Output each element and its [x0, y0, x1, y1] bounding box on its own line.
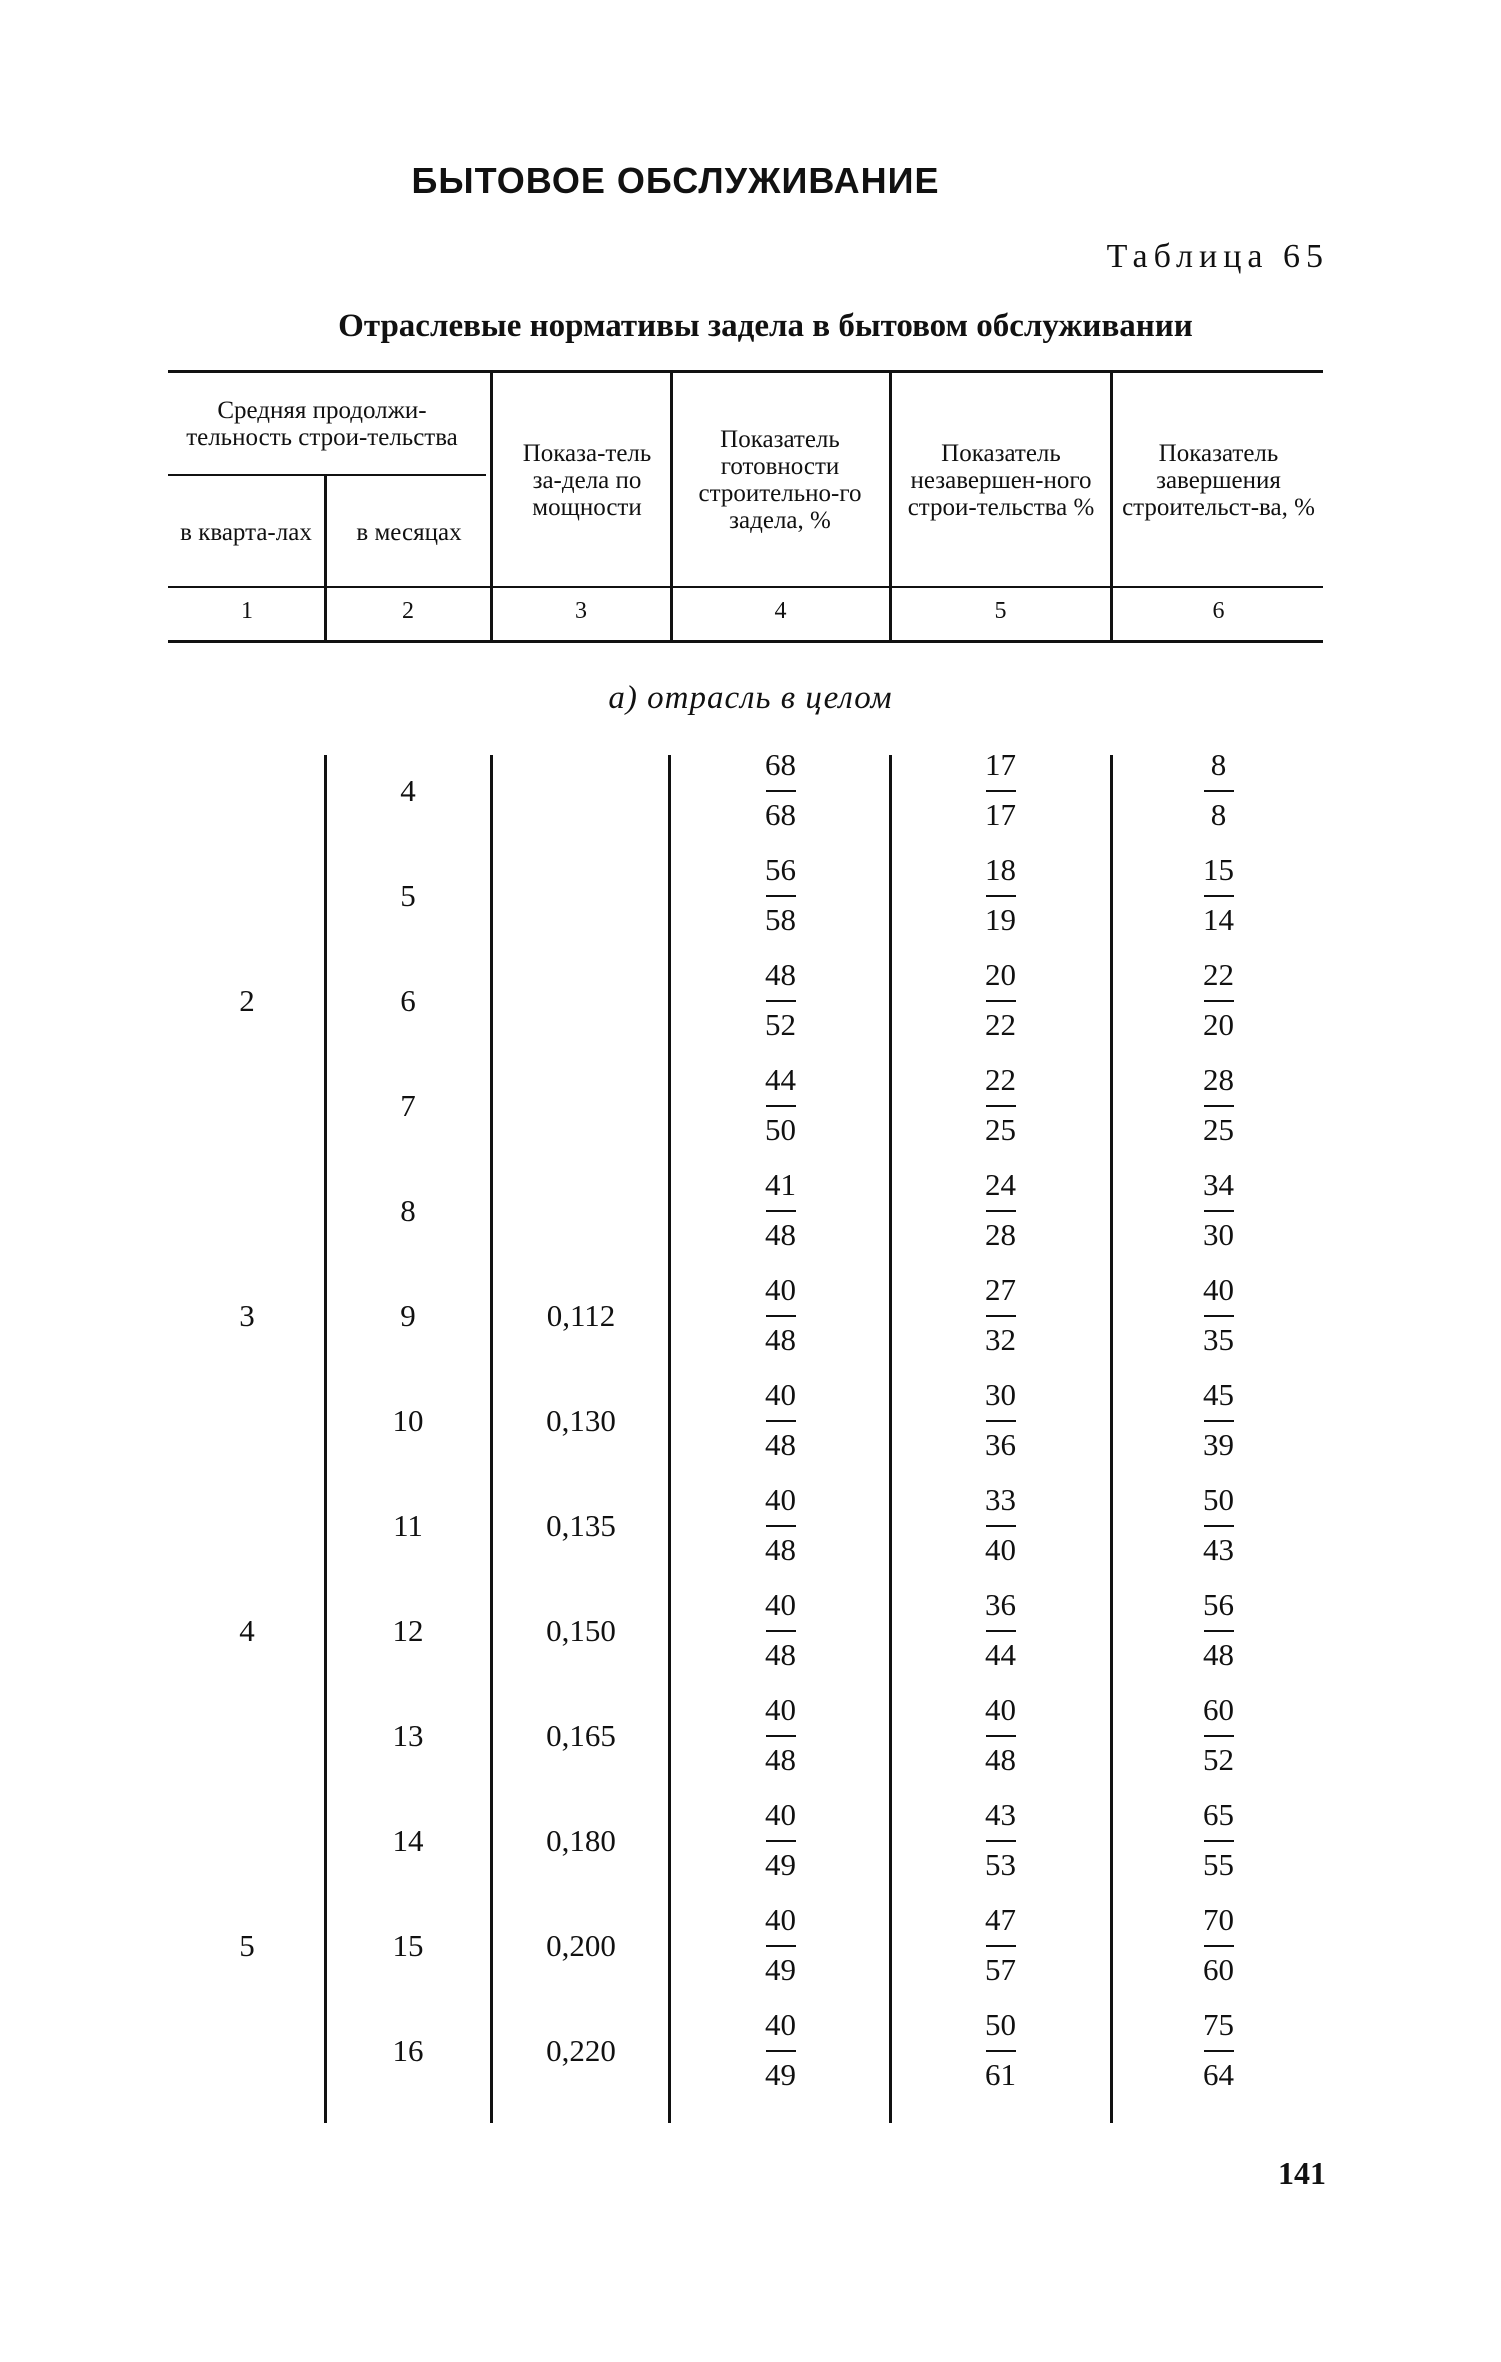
- body-divider-5: [1110, 755, 1113, 2123]
- fraction-bar: [986, 1420, 1016, 1422]
- fraction-denominator: 49: [765, 1952, 796, 1987]
- header-unfinished: Показатель незавершен-ного строи-тельства %: [907, 439, 1095, 521]
- fraction-bar: [1204, 1840, 1234, 1842]
- table-caption: Отраслевые нормативы задела в бытовом обслуживании: [338, 308, 1193, 344]
- fraction-readiness: [674, 1796, 887, 1884]
- body-divider-1: [324, 755, 327, 2123]
- header-divider-2: [490, 372, 493, 640]
- fraction-bar: [1204, 1210, 1234, 1212]
- fraction-completion: [1114, 2006, 1323, 2094]
- fraction-numerator: 40: [765, 1482, 796, 1517]
- fraction-bar: [986, 1210, 1016, 1212]
- subsection-title: а) отрасль в целом: [608, 680, 893, 716]
- colnum-bottom-rule: [168, 640, 1323, 643]
- fraction-numerator: 30: [985, 1377, 1016, 1412]
- fraction-numerator: 40: [1203, 1272, 1234, 1307]
- fraction-denominator: 52: [1203, 1742, 1234, 1777]
- fraction-bar: [766, 1945, 796, 1947]
- fraction-bar: [986, 1315, 1016, 1317]
- fraction-numerator: 41: [765, 1167, 796, 1202]
- fraction-bar: [766, 1000, 796, 1002]
- fraction-completion: [1114, 1586, 1323, 1674]
- fraction-numerator: 8: [1210, 747, 1227, 782]
- fraction-numerator: 22: [985, 1062, 1016, 1097]
- cell-months: 15: [392, 1928, 424, 1963]
- fraction-denominator: 58: [765, 902, 796, 937]
- fraction-denominator: 36: [985, 1427, 1016, 1462]
- header-group-rule: [168, 474, 486, 476]
- cell-capacity: 0,165: [546, 1718, 616, 1753]
- fraction-denominator: 44: [985, 1637, 1016, 1672]
- fraction-unfinished: [893, 851, 1108, 939]
- fraction-denominator: 30: [1203, 1217, 1234, 1252]
- header-divider-1: [324, 476, 327, 640]
- fraction-numerator: 20: [985, 957, 1016, 992]
- fraction-bar: [1204, 790, 1234, 792]
- fraction-bar: [766, 895, 796, 897]
- fraction-numerator: 40: [765, 1377, 796, 1412]
- column-number: 6: [1212, 598, 1225, 624]
- fraction-completion: [1114, 851, 1323, 939]
- fraction-denominator: 40: [985, 1532, 1016, 1567]
- fraction-completion: [1114, 956, 1323, 1044]
- fraction-denominator: 35: [1203, 1322, 1234, 1357]
- fraction-numerator: 40: [985, 1692, 1016, 1727]
- cell-capacity: 0,220: [546, 2033, 616, 2068]
- header-capacity: Показа-тель за-дела по мощности: [522, 439, 652, 521]
- fraction-numerator: 50: [1203, 1482, 1234, 1517]
- fraction-bar: [1204, 1000, 1234, 1002]
- fraction-denominator: 48: [765, 1742, 796, 1777]
- fraction-readiness: [674, 851, 887, 939]
- fraction-numerator: 45: [1203, 1377, 1234, 1412]
- fraction-denominator: 50: [765, 1112, 796, 1147]
- fraction-bar: [766, 2050, 796, 2052]
- fraction-completion: [1114, 1271, 1323, 1359]
- fraction-readiness: [674, 2006, 887, 2094]
- fraction-numerator: 33: [985, 1482, 1016, 1517]
- column-number: 5: [994, 598, 1007, 624]
- fraction-unfinished: [893, 1376, 1108, 1464]
- fraction-numerator: 27: [985, 1272, 1016, 1307]
- fraction-bar: [1204, 2050, 1234, 2052]
- fraction-denominator: 48: [1203, 1637, 1234, 1672]
- fraction-bar: [1204, 1735, 1234, 1737]
- cell-months: 16: [392, 2033, 424, 2068]
- fraction-numerator: 44: [765, 1062, 796, 1097]
- header-completion: Показатель завершения строительст-ва, %: [1122, 439, 1315, 521]
- fraction-numerator: 18: [985, 852, 1016, 887]
- fraction-denominator: 48: [765, 1322, 796, 1357]
- cell-months: 5: [400, 878, 416, 913]
- cell-quarters: 5: [239, 1928, 255, 1963]
- fraction-bar: [986, 1000, 1016, 1002]
- fraction-denominator: 25: [1203, 1112, 1234, 1147]
- fraction-unfinished: [893, 1271, 1108, 1359]
- fraction-numerator: 40: [765, 1587, 796, 1622]
- fraction-completion: [1114, 1061, 1323, 1149]
- fraction-unfinished: [893, 956, 1108, 1044]
- fraction-denominator: 39: [1203, 1427, 1234, 1462]
- fraction-denominator: 20: [1203, 1007, 1234, 1042]
- fraction-bar: [986, 1735, 1016, 1737]
- fraction-unfinished: [893, 1586, 1108, 1674]
- fraction-numerator: 36: [985, 1587, 1016, 1622]
- fraction-readiness: [674, 1691, 887, 1779]
- fraction-denominator: 48: [765, 1427, 796, 1462]
- fraction-numerator: 28: [1203, 1062, 1234, 1097]
- cell-months: 13: [392, 1718, 424, 1753]
- cell-months: 4: [400, 773, 416, 808]
- fraction-numerator: 40: [765, 2007, 796, 2042]
- fraction-denominator: 61: [985, 2057, 1016, 2092]
- cell-capacity: 0,130: [546, 1403, 616, 1438]
- header-divider-3: [670, 372, 673, 640]
- fraction-completion: [1114, 1376, 1323, 1464]
- fraction-denominator: 53: [985, 1847, 1016, 1882]
- column-number: 4: [774, 598, 787, 624]
- cell-quarters: 4: [239, 1613, 255, 1648]
- fraction-numerator: 15: [1203, 852, 1234, 887]
- fraction-numerator: 56: [1203, 1587, 1234, 1622]
- fraction-numerator: 70: [1203, 1902, 1234, 1937]
- fraction-numerator: 34: [1203, 1167, 1234, 1202]
- fraction-bar: [986, 1630, 1016, 1632]
- fraction-denominator: 19: [985, 902, 1016, 937]
- section-title: БЫТОВОЕ ОБСЛУЖИВАНИЕ: [411, 160, 940, 201]
- fraction-readiness: [674, 746, 887, 834]
- fraction-unfinished: [893, 1481, 1108, 1569]
- column-number: 3: [575, 598, 587, 624]
- fraction-denominator: 17: [985, 797, 1016, 832]
- fraction-bar: [766, 1840, 796, 1842]
- cell-months: 7: [400, 1088, 416, 1123]
- fraction-numerator: 43: [985, 1797, 1016, 1832]
- fraction-bar: [1204, 1945, 1234, 1947]
- fraction-completion: [1114, 746, 1323, 834]
- fraction-denominator: 49: [765, 1847, 796, 1882]
- fraction-bar: [1204, 895, 1234, 897]
- fraction-readiness: [674, 1901, 887, 1989]
- fraction-denominator: 22: [985, 1007, 1016, 1042]
- fraction-denominator: 64: [1203, 2057, 1234, 2092]
- fraction-readiness: [674, 1376, 887, 1464]
- cell-quarters: 2: [239, 983, 255, 1018]
- column-number: 1: [241, 598, 253, 624]
- fraction-bar: [1204, 1525, 1234, 1527]
- fraction-denominator: 25: [985, 1112, 1016, 1147]
- fraction-numerator: 47: [985, 1902, 1016, 1937]
- fraction-bar: [1204, 1105, 1234, 1107]
- fraction-denominator: 52: [765, 1007, 796, 1042]
- fraction-bar: [986, 1840, 1016, 1842]
- header-top-rule: [168, 370, 1323, 373]
- fraction-completion: [1114, 1166, 1323, 1254]
- fraction-bar: [766, 1105, 796, 1107]
- column-number: 2: [402, 598, 414, 624]
- cell-months: 11: [393, 1508, 423, 1543]
- fraction-bar: [986, 1105, 1016, 1107]
- fraction-denominator: 48: [765, 1532, 796, 1567]
- body-divider-2: [490, 755, 493, 2123]
- fraction-numerator: 40: [765, 1902, 796, 1937]
- fraction-numerator: 65: [1203, 1797, 1234, 1832]
- fraction-numerator: 17: [985, 747, 1016, 782]
- cell-months: 14: [392, 1823, 424, 1858]
- header-readiness: Показатель готовности строительно-го задела, %: [698, 426, 862, 534]
- fraction-unfinished: [893, 1901, 1108, 1989]
- fraction-completion: [1114, 1901, 1323, 1989]
- fraction-numerator: 48: [765, 957, 796, 992]
- fraction-unfinished: [893, 1691, 1108, 1779]
- fraction-denominator: 48: [765, 1637, 796, 1672]
- cell-months: 12: [392, 1613, 424, 1648]
- fraction-readiness: [674, 956, 887, 1044]
- cell-quarters: 3: [239, 1298, 255, 1333]
- fraction-readiness: [674, 1481, 887, 1569]
- cell-months: 9: [400, 1298, 416, 1333]
- fraction-denominator: 48: [985, 1742, 1016, 1777]
- fraction-bar: [986, 790, 1016, 792]
- fraction-numerator: 40: [765, 1692, 796, 1727]
- header-divider-5: [1110, 372, 1113, 640]
- fraction-completion: [1114, 1796, 1323, 1884]
- fraction-bar: [766, 1315, 796, 1317]
- cell-months: 10: [392, 1403, 424, 1438]
- fraction-bar: [766, 790, 796, 792]
- cell-capacity: 0,135: [546, 1508, 616, 1543]
- fraction-bar: [766, 1630, 796, 1632]
- fraction-unfinished: [893, 2006, 1108, 2094]
- fraction-numerator: 40: [765, 1797, 796, 1832]
- fraction-denominator: 57: [985, 1952, 1016, 1987]
- fraction-bar: [766, 1420, 796, 1422]
- fraction-bar: [986, 1525, 1016, 1527]
- cell-capacity: 0,180: [546, 1823, 616, 1858]
- fraction-unfinished: [893, 746, 1108, 834]
- fraction-numerator: 56: [765, 852, 796, 887]
- body-divider-3: [668, 755, 671, 2123]
- fraction-readiness: [674, 1271, 887, 1359]
- fraction-denominator: 55: [1203, 1847, 1234, 1882]
- fraction-denominator: 43: [1203, 1532, 1234, 1567]
- fraction-bar: [1204, 1630, 1234, 1632]
- cell-months: 8: [400, 1193, 416, 1228]
- page-number: 141: [1278, 2155, 1326, 2191]
- fraction-numerator: 60: [1203, 1692, 1234, 1727]
- fraction-denominator: 60: [1203, 1952, 1234, 1987]
- header-months: в месяцах: [356, 518, 462, 546]
- fraction-denominator: 48: [765, 1217, 796, 1252]
- fraction-denominator: 49: [765, 2057, 796, 2092]
- fraction-denominator: 14: [1203, 902, 1234, 937]
- fraction-bar: [986, 1945, 1016, 1947]
- fraction-numerator: 75: [1203, 2007, 1234, 2042]
- fraction-unfinished: [893, 1166, 1108, 1254]
- fraction-bar: [1204, 1315, 1234, 1317]
- body-divider-4: [889, 755, 892, 2123]
- fraction-bar: [986, 895, 1016, 897]
- fraction-numerator: 24: [985, 1167, 1016, 1202]
- header-bottom-rule: [168, 586, 1323, 588]
- fraction-numerator: 50: [985, 2007, 1016, 2042]
- cell-capacity: 0,112: [546, 1298, 616, 1333]
- fraction-bar: [986, 2050, 1016, 2052]
- fraction-readiness: [674, 1061, 887, 1149]
- fraction-unfinished: [893, 1796, 1108, 1884]
- fraction-bar: [766, 1735, 796, 1737]
- cell-capacity: 0,200: [546, 1928, 616, 1963]
- fraction-numerator: 40: [765, 1272, 796, 1307]
- header-duration-group: Средняя продолжи-тельность строи-тельства: [186, 397, 458, 451]
- header-quarters: в кварта-лах: [180, 518, 312, 546]
- fraction-readiness: [674, 1166, 887, 1254]
- fraction-numerator: 22: [1203, 957, 1234, 992]
- fraction-denominator: 8: [1210, 797, 1227, 832]
- cell-months: 6: [400, 983, 416, 1018]
- table-label: Таблица 65: [1106, 238, 1329, 275]
- fraction-denominator: 68: [765, 797, 796, 832]
- header-divider-4: [889, 372, 892, 640]
- fraction-completion: [1114, 1691, 1323, 1779]
- fraction-bar: [766, 1525, 796, 1527]
- fraction-denominator: 32: [985, 1322, 1016, 1357]
- fraction-unfinished: [893, 1061, 1108, 1149]
- fraction-readiness: [674, 1586, 887, 1674]
- fraction-bar: [766, 1210, 796, 1212]
- fraction-completion: [1114, 1481, 1323, 1569]
- fraction-bar: [1204, 1420, 1234, 1422]
- cell-capacity: 0,150: [546, 1613, 616, 1648]
- fraction-numerator: 68: [765, 747, 796, 782]
- fraction-denominator: 28: [985, 1217, 1016, 1252]
